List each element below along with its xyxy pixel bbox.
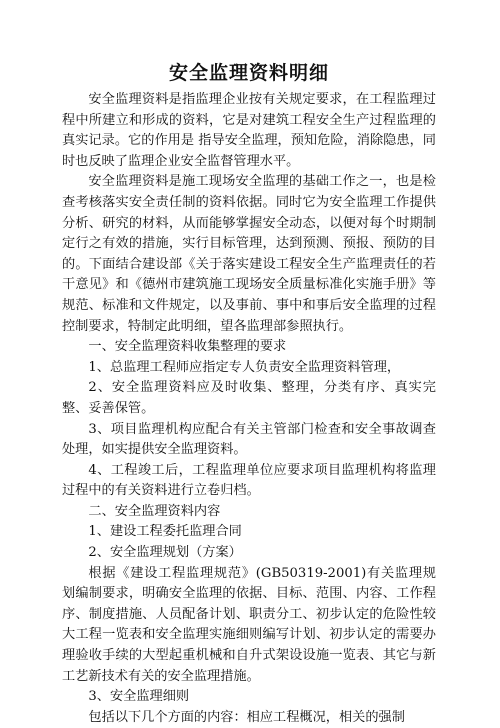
paragraph-details: 包括以下几个方面的内容：相应工程概况，相关的强制 [88, 709, 405, 725]
list-item-requirement-4: 4、工程竣工后，工程监理单位应要求项目监理机构将监理过程中的有关资料进行立卷归档。 [62, 462, 436, 499]
list-item-requirement-2: 2、安全监理资料应及时收集、整理，分类有序、真实完整、妥善保管。 [62, 380, 436, 416]
document-title: 安全监理资料明细 [168, 62, 329, 84]
section-heading-requirements: 一、安全监理资料收集整理的要求 [88, 339, 287, 355]
list-item-requirement-1: 1、总监理工程师应指定专人负责安全监理资料管理， [88, 359, 401, 375]
paragraph-basis: 安全监理资料是施工现场安全监理的基础工作之一，也是检查考核落实安全责任制的资料依据。同时它为安全监理工作提供分析、研究的材料，从而能够掌握安全动态，以便对每个时期制定行之有效的措施，实行目标管理，达到预测、预报、预防的目的。下面结合建设部《关于落实建设工程安全生产监理责任的若干意见》和《德州市建筑施工现场安全质量标准化实施手册》等规范、标准和文件规定，以及事前、事中和事后安全监理的过程控制要求，特制定此明细，望各监理部参照执行。 [62, 174, 436, 334]
list-item-content-3: 3、安全监理细则 [88, 689, 190, 705]
paragraph-planning: 根据《建设工程监理规范》(GB50319-2001)有关监理规划编制要求，明确安全监理的依据、目标、范围、内容、工作程序、制度措施、人员配备计划、职责分工、初步认定的危险性较大工程一览表和安全监理实施细则编写计划、初步认定的需要办理验收手续的大型起重机械和自升式架设设施一览表、其它与新工艺新技术有关的安全监理措施。 [62, 565, 436, 684]
list-item-content-2: 2、安全监理规划（方案） [88, 545, 242, 561]
section-heading-contents: 二、安全监理资料内容 [88, 503, 221, 519]
paragraph-intro: 安全监理资料是指监理企业按有关规定要求，在工程监理过程中所建立和形成的资料，它是对建筑工程安全生产过程监理的真实记录。它的作用是 指导安全监理，预知危险，消除隐患，同时也反映了监理企业安全监督管理水平。 [62, 92, 436, 169]
list-item-requirement-3: 3、项目监理机构应配合有关主管部门检查和安全事故调查处理，如实提供安全监理资料。 [62, 421, 436, 458]
document-body [62, 60, 436, 728]
list-item-content-1: 1、建设工程委托监理合同 [88, 524, 242, 540]
